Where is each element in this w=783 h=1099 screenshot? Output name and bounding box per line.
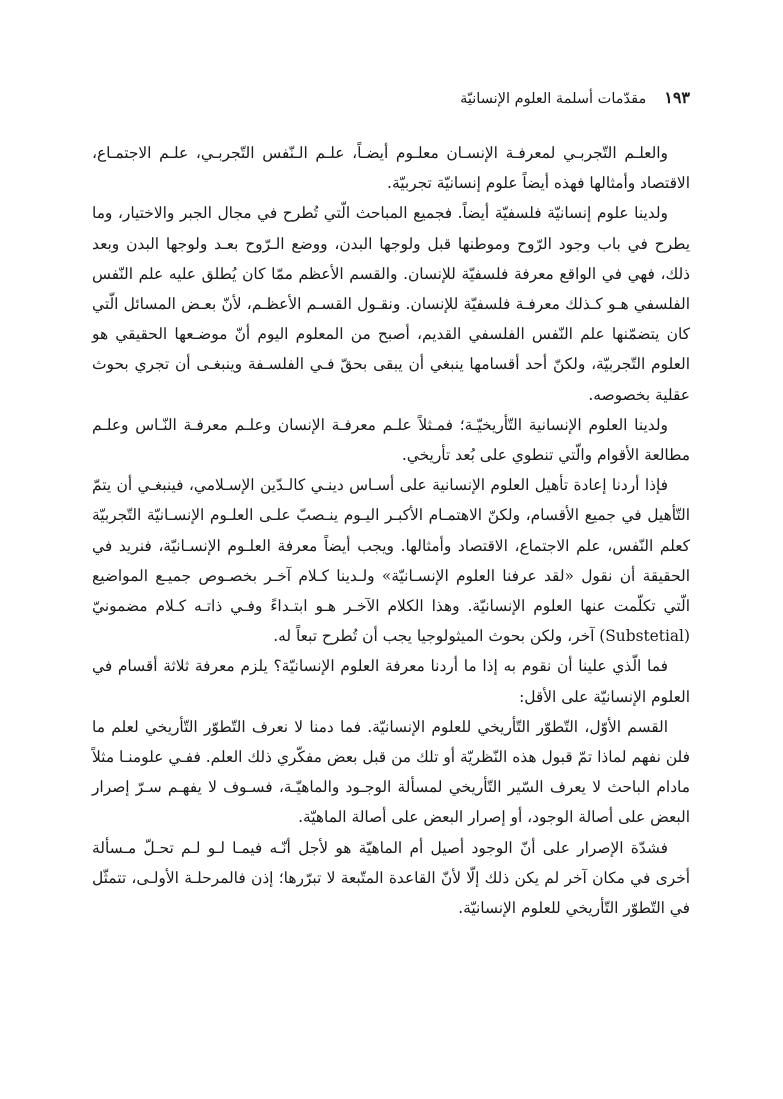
book-title: مقدّمات أسلمة العلوم الإنسانيّة xyxy=(460,91,647,107)
running-header xyxy=(0,86,690,111)
paragraph: ولدينا العلوم الإنسانية التّأريخيّـة؛ فمـثلاً علـم معرفـة الإنسان وعلـم معرفـة النّـاس وعلـم مطالعة الأقوام والّتي تنطوي على بُعد تأريخي. xyxy=(92,415,690,465)
paragraph: فشدّة الإصرار على أنّ الوجود أصيل أم الماهيّة هو لأجل أنّـه فيمـا لـو لـم تحـلّ مـسألة أخرى في مكان آخر لم يكن ذلك إلّا لأنّ القاعدة المتّبعة لا تبرّرها؛ إذن فالمرحلـة الأولـى، تتمثّل في التّطوّر التّأريخي للعلوم الإنسانيّة. xyxy=(92,838,690,918)
page-number: ١٩٣ xyxy=(664,88,690,107)
paragraph: فإذا أردنا إعادة تأهيل العلوم الإنسانية على أسـاس دينـي كالـدّين الإسـلامي، فينبغـي أن يتمّ التّأهيل في جميع الأقسام، ولكنّ الاهتمـام الأكبـر اليـوم ينـصبّ علـى العلـوم الإنسـانيّة التّجربيّة كعلم النّفس، علم الاجتماع، الاقتصاد وأمثالها. ويجب أيضاً معرفة العلـوم الإنسـانيّة، فنريد في الحقيقة أن نقول «لقد عرفنا العلوم الإنسـانيّة» ولـدينا كـلام آخـر بخصـوص جميـع المواضيع الّتي تكلّمت عنها العلوم الإنسانيّة. وهذا الكلام الآخـر هـو ابتـداءً وفـي ذاتـه كـلام مضمونيّ (Substetial) آخر، ولكن بحوث الميثولوجيا يجب أن تُطرح تبعاً له. xyxy=(92,476,690,646)
paragraph: فما الّذي علينا أن نقوم به إذا ما أردنا معرفة العلوم الإنسانيّة؟ يلزم معرفة ثلاثة أقسام في العلوم الإنسانيّة على الأقل: xyxy=(92,657,690,706)
paragraph: القسم الأوّل، التّطوّر التّأريخي للعلوم الإنسانيّة. فما دمنا لا نعرف التّطوّر التّأريخي لعلم ما فلن نفهم لماذا تمّ قبول هذه النّظريّة أو تلك من قبل بعض مفكّري ذلك العلم. ففـي علومنـا مثلاً مادام الباحث لا يعرف السّير التّأريخي لمسألة الوجـود والماهيّـة، فسـوف لا يفهـم سـرّ إصرار البعض على أصالة الوجود، أو إصرار البعض على أصالة الماهيّة. xyxy=(92,717,690,827)
body-text xyxy=(92,138,690,923)
paragraph: والعلـم التّجربـي لمعرفـة الإنسـان معلـوم أيضـاً، علـم الـنّفس التّجربـي، علـم الاجتمـاع، الاقتصاد وأمثالها فهذه أيضاً علوم إنسانيّة تجربيّة. xyxy=(92,144,690,193)
paragraph: ولدينا علوم إنسانيّة فلسفيّة أيضاً. فجميع المباحث الّتي تُطرح في مجال الجبر والاختيار، وما يطرح في باب وجود الرّوح وموطنها قبل ولوجها البدن، ووضع الـرّوح بعـد ولوجها البدن وبعد ذلك، فهي في الواقع معرفة فلسفيّة للإنسان. والقسم الأعظم ممّا كان يُطلق عليه علم النّفس الفلسفي هـو كـذلك معرفـة فلسفيّة للإنسان. ونقـول القسـم الأعظـم، لأنّ بعـض المسائل الّتي كان يتضمّنها علم النّفس الفلسفي القديم، أصبح من المعلوم اليوم أنّ موضـعها الحقيقي هو العلوم التّجربيّة، ولكنّ أحد أقسامها ينبغي أن يبقى بحقّ فـي الفلسـفة وينبغـى أن تجري بحوث عقلية بخصوصه. xyxy=(92,204,690,404)
